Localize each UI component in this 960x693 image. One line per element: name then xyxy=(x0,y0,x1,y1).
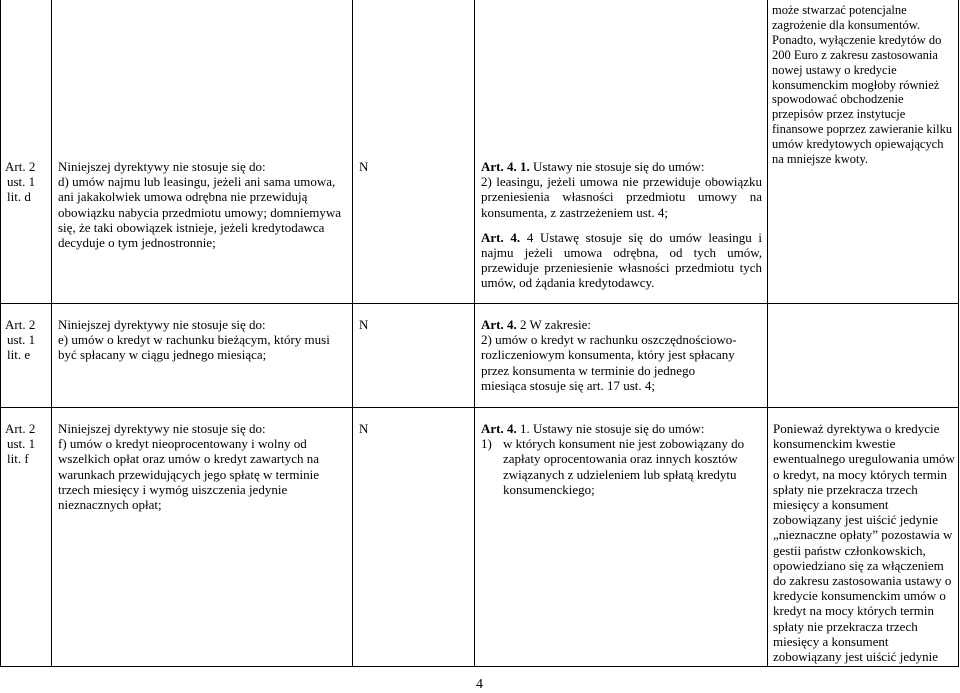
table-border-right xyxy=(958,0,959,667)
law-article-text: 2 W zakresie: xyxy=(516,317,591,332)
implementation-flag: N xyxy=(359,317,369,332)
row-3-ref xyxy=(5,421,49,467)
row-3-directive xyxy=(58,421,338,512)
law-article-body: 2) umów o kredyt w rachunku oszczędnościowo-rozliczeniowym konsumenta, który jest spłacany przez konsumenta w terminie do jednego miesiąca stosuje się art. 17 ust. 4; xyxy=(481,332,737,393)
row-1-law xyxy=(481,159,762,291)
law-article-head: Art. 4. 1. xyxy=(481,159,530,174)
directive-body: f) umów o kredyt nieoprocentowany i wolny od wszelkich opłat oraz umów o kredyt zawartych na warunkach przewidujących jego spłatę w terminie trzech miesięcy i wymóg uiszczenia jedynie nieznacznych opłat; xyxy=(58,436,319,513)
row-3-law xyxy=(481,421,763,497)
comment-text: Ponieważ dyrektywa o kredycie konsumenckim kwestie ewentualnego uregulowania umów o kredyt, na mocy których termin spłaty nie przekracza trzech miesięcy a konsument zobowiązany jest uiścić jedynie „nieznaczne opłaty” pozostawia w gestii państw członkowskich, opowiedziano się za włączeniem do zakresu zastosowania ustawy o kredycie konsumenckim umów o kredyt na mocy których termin spłaty nie przekracza trzech miesięcy a konsument zobowiązany jest uiścić jedynie xyxy=(773,421,955,665)
ref-paragraph: ust. 1 xyxy=(7,174,36,190)
directive-body: d) umów najmu lub leasingu, jeżeli ani sama umowa, ani jakakolwiek umowa odrębna nie przewidują obowiązku nabycia przedmiotu umowy; domniemywa się, że taki obowiązek istnieje, jeżeli kredytodawca decyduje o tym jednostronnie; xyxy=(58,174,342,251)
directive-intro: Niniejszej dyrektywy nie stosuje się do: xyxy=(58,421,266,436)
row-2-ref xyxy=(5,317,49,363)
row-3-flag xyxy=(359,421,368,436)
row-divider-1 xyxy=(0,303,959,304)
law-article-text: Ustawy nie stosuje się do umów: xyxy=(529,159,705,174)
law-article-text: 1. Ustawy nie stosuje się do umów: xyxy=(516,421,705,436)
law-article-head: Art. 4. xyxy=(481,421,517,436)
law-article-head-2: Art. 4. xyxy=(481,229,521,245)
directive-body: e) umów o kredyt w rachunku bieżącym, który musi być spłacany w ciągu jednego miesiąca; xyxy=(58,332,330,363)
page-number: 4 xyxy=(476,677,483,692)
directive-intro: Niniejszej dyrektywy nie stosuje się do: xyxy=(58,159,266,174)
row-2-directive xyxy=(58,317,348,363)
ref-letter: lit. f xyxy=(7,451,29,467)
row-1-comment xyxy=(772,3,954,167)
ref-paragraph: ust. 1 xyxy=(7,332,36,348)
law-item-text: w których konsument nie jest zobowiązany do zapłaty oprocentowania oraz innych kosztów związanych z udzieleniem lub spłatą kredytu konsumenckiego; xyxy=(503,436,745,497)
ref-letter: lit. d xyxy=(7,189,31,205)
law-article-body: 2) leasingu, jeżeli umowa nie przewiduje obowiązku przeniesienia własności przedmiotu umowy na konsumenta, z zastrzeżeniem ust. 4; xyxy=(481,174,762,220)
law-article-text-2: 4 Ustawę stosuje się do umów leasingu i najmu jeżeli umowa odrębna, od tych umów, przewiduje przeniesienie własności przedmiotu tych umów, od żądania kredytodawcy. xyxy=(481,229,762,291)
directive-intro: Niniejszej dyrektywy nie stosuje się do: xyxy=(58,317,266,332)
table-border-left xyxy=(0,0,1,667)
col-divider-3 xyxy=(474,0,475,667)
law-article-head: Art. 4. xyxy=(481,317,517,332)
col-divider-2 xyxy=(352,0,353,667)
col-divider-4 xyxy=(767,0,768,667)
ref-article: Art. 2 xyxy=(5,159,36,174)
row-2-law xyxy=(481,317,743,393)
ref-paragraph: ust. 1 xyxy=(7,436,36,452)
row-1-ref xyxy=(5,159,49,205)
ref-article: Art. 2 xyxy=(5,317,36,332)
row-2-flag xyxy=(359,317,368,332)
ref-article: Art. 2 xyxy=(5,421,36,436)
ref-letter: lit. e xyxy=(7,347,31,363)
table-border-bottom xyxy=(0,666,959,667)
row-divider-2 xyxy=(0,407,959,408)
row-3-comment xyxy=(773,421,955,664)
implementation-flag: N xyxy=(359,421,369,436)
row-1-flag xyxy=(359,159,368,174)
col-divider-1 xyxy=(51,0,52,667)
implementation-flag: N xyxy=(359,159,369,174)
comment-text: może stwarzać potencjalne zagrożenie dla konsumentów. Ponadto, wyłączenie kredytów do 200 Euro z zakresu zastosowania nowej ustawy o kredycie konsumenckim mogłoby również spowodować obchodzenie przepisów przez instytucje finansowe poprzez zawieranie kilku umów kredytowych opiewających na mniejsze kwoty. xyxy=(772,3,953,167)
law-item-number: 1) xyxy=(481,436,492,452)
row-1-directive xyxy=(58,159,348,250)
